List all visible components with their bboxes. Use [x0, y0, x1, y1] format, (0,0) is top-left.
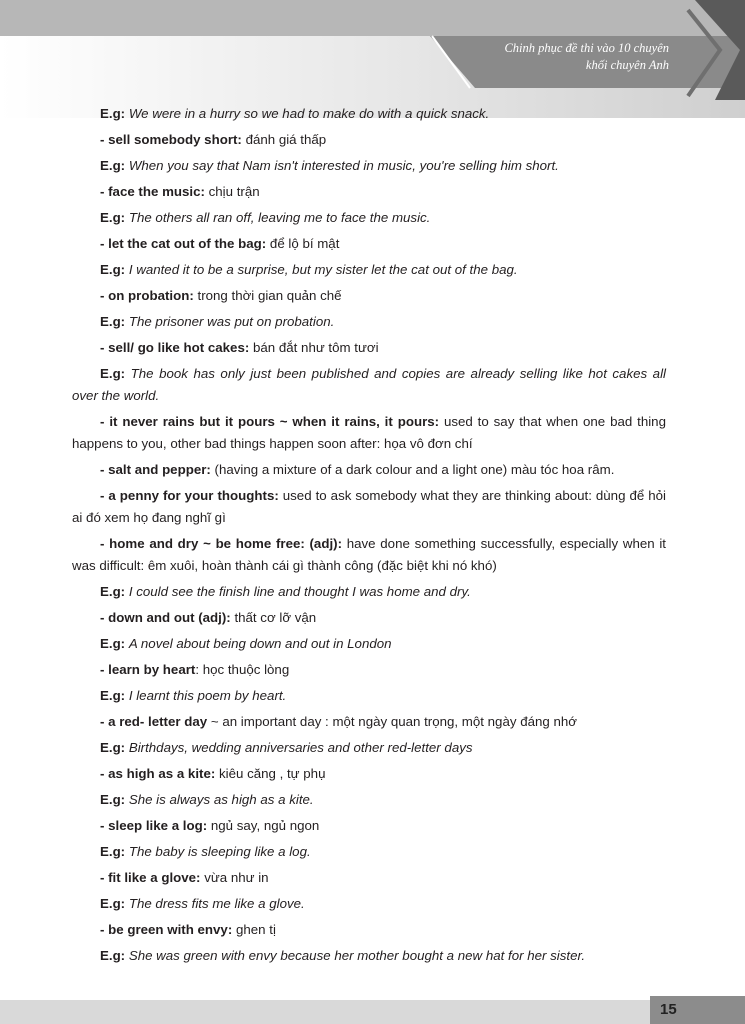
entry-text: She was green with envy because her mother bought a new hat for her sister. [128, 948, 586, 963]
entry-text: (having a mixture of a dark colour and a light one) màu tóc hoa râm. [214, 462, 615, 477]
list-item [72, 311, 666, 333]
entry-text: The dress fits me like a glove. [128, 896, 305, 911]
list-item [72, 815, 666, 837]
entry-label: - as high as a kite: [100, 766, 216, 781]
list-item [72, 919, 666, 941]
entry-text: The prisoner was put on probation. [128, 314, 335, 329]
entry-text: A novel about being down and out in London [128, 636, 392, 651]
list-item [72, 607, 666, 629]
list-item [72, 763, 666, 785]
entry-label: - fit like a glove: [100, 870, 201, 885]
list-item [72, 893, 666, 915]
entry-label: E.g: [100, 314, 126, 329]
entry-text: I learnt this poem by heart. [128, 688, 287, 703]
entry-label: - down and out (adj): [100, 610, 231, 625]
entry-text: used to say that when one bad thing happens to you, other bad things happen soon after: họa vô đơn chí [72, 414, 666, 451]
entry-text: ghen tị [235, 922, 276, 937]
list-item [72, 581, 666, 603]
list-item [72, 411, 666, 455]
list-item [72, 103, 666, 125]
entry-text: để lộ bí mật [269, 236, 340, 251]
entry-label: E.g: [100, 792, 126, 807]
entry-text: vừa như in [204, 870, 269, 885]
list-item [72, 337, 666, 359]
list-item [72, 711, 666, 733]
list-item [72, 285, 666, 307]
list-item [72, 789, 666, 811]
list-item [72, 633, 666, 655]
entry-text: I could see the finish line and thought I was home and dry. [128, 584, 471, 599]
entry-text: thất cơ lỡ vận [234, 610, 317, 625]
entry-text: have done something successfully, especially when it was difficult: êm xuôi, hoàn thành cái gì thành công (đặc biệt khi nó khó) [72, 536, 666, 573]
list-item [72, 233, 666, 255]
entry-text: ~ an important day : một ngày quan trọng, một ngày đáng nhớ [210, 714, 577, 729]
list-item [72, 129, 666, 151]
book-title-line-2: khối chuyên Anh [585, 58, 669, 72]
entry-label: E.g: [100, 636, 126, 651]
entry-text: She is always as high as a kite. [128, 792, 314, 807]
list-item [72, 867, 666, 889]
entry-label: E.g: [100, 366, 126, 381]
vocabulary-list [72, 103, 666, 971]
entry-label: - home and dry ~ be home free: (adj): [100, 536, 343, 551]
entry-text: trong thời gian quản chế [197, 288, 342, 303]
list-item [72, 841, 666, 863]
list-item [72, 207, 666, 229]
entry-label: - let the cat out of the bag: [100, 236, 267, 251]
entry-text: When you say that Nam isn't interested in music, you're selling him short. [128, 158, 559, 173]
entry-text: Birthdays, wedding anniversaries and other red-letter days [128, 740, 473, 755]
entry-label: E.g: [100, 262, 126, 277]
book-title-line-1: Chinh phục đề thi vào 10 chuyên [504, 41, 669, 55]
entry-text: kiêu căng , tự phụ [218, 766, 326, 781]
entry-text: The others all ran off, leaving me to face the music. [128, 210, 431, 225]
entry-label: - sell/ go like hot cakes: [100, 340, 250, 355]
list-item [72, 259, 666, 281]
entry-label: - face the music: [100, 184, 205, 199]
entry-label: E.g: [100, 210, 126, 225]
entry-text: The baby is sleeping like a log. [128, 844, 311, 859]
list-item [72, 363, 666, 407]
entry-label: E.g: [100, 106, 126, 121]
entry-label: E.g: [100, 740, 126, 755]
entry-text: ngủ say, ngủ ngon [210, 818, 320, 833]
entry-text: bán đắt như tôm tươi [252, 340, 379, 355]
entry-label: - be green with envy: [100, 922, 233, 937]
entry-label: - a red- letter day [100, 714, 208, 729]
list-item [72, 459, 666, 481]
entry-text: used to ask somebody what they are thinking about: dùng để hỏi ai đó xem họ đang nghĩ gì [72, 488, 666, 525]
list-item [72, 659, 666, 681]
entry-label: E.g: [100, 584, 126, 599]
entry-text: We were in a hurry so we had to make do with a quick snack. [128, 106, 490, 121]
entry-text: đánh giá thấp [245, 132, 327, 147]
entry-label: - a penny for your thoughts: [100, 488, 279, 503]
list-item [72, 181, 666, 203]
entry-label: E.g: [100, 844, 126, 859]
entry-label: - learn by heart [100, 662, 196, 677]
entry-label: - on probation: [100, 288, 194, 303]
entry-text: : học thuộc lòng [195, 662, 290, 677]
entry-label: - salt and pepper: [100, 462, 211, 477]
entry-label: - sell somebody short: [100, 132, 242, 147]
entry-label: E.g: [100, 158, 126, 173]
entry-label: E.g: [100, 688, 126, 703]
list-item [72, 155, 666, 177]
entry-text: chịu trận [208, 184, 260, 199]
book-title [449, 40, 669, 74]
page-number: 15 [650, 996, 745, 1024]
entry-label: - it never rains but it pours ~ when it rains, it pours: [100, 414, 440, 429]
list-item [72, 945, 666, 967]
entry-label: E.g: [100, 896, 126, 911]
list-item [72, 485, 666, 529]
entry-text: The book has only just been published and copies are already selling like hot cakes all over the world. [72, 366, 666, 403]
list-item [72, 533, 666, 577]
entry-label: - sleep like a log: [100, 818, 208, 833]
list-item [72, 737, 666, 759]
entry-text: I wanted it to be a surprise, but my sister let the cat out of the bag. [128, 262, 518, 277]
entry-label: E.g: [100, 948, 126, 963]
footer-bar [0, 1000, 650, 1024]
list-item [72, 685, 666, 707]
